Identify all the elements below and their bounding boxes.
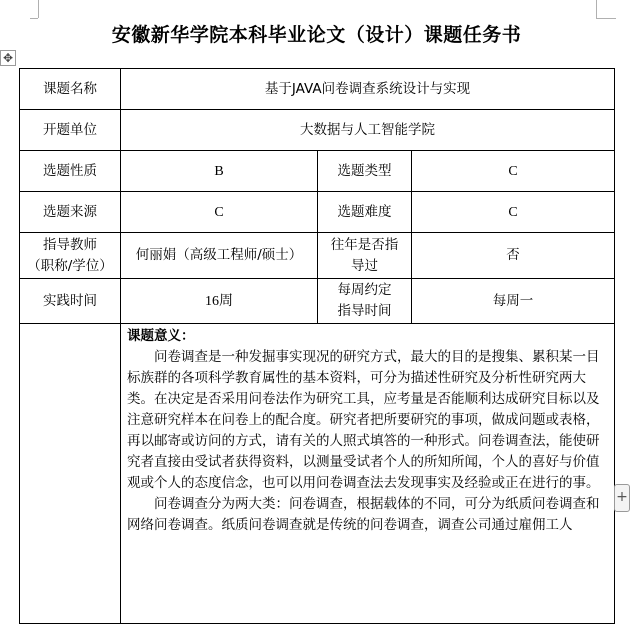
advisor-value[interactable]: 何丽娟（高级工程师/硕士） [121, 233, 318, 279]
weekly-time-label [318, 279, 412, 324]
unit-label: 开题单位 [20, 110, 121, 151]
page-corner-mark [38, 0, 40, 18]
document-title: 安徽新华学院本科毕业论文（设计）课题任务书 [111, 24, 522, 46]
plus-icon: + [616, 489, 628, 505]
empty-label-cell [20, 324, 121, 624]
table-row [20, 151, 615, 192]
previous-advising-value[interactable]: 否 [412, 233, 615, 279]
table-row [20, 324, 615, 624]
significance-heading: 课题意义： [127, 328, 195, 344]
previous-advising-label-line2: 导过 [351, 257, 378, 274]
weekly-time-value[interactable]: 每周一 [412, 279, 615, 324]
move-handle-icon: ✥ [2, 51, 14, 65]
advisor-label-line1: 指导教师 [43, 236, 97, 253]
source-value[interactable]: C [121, 192, 318, 233]
topic-label: 课题名称 [20, 69, 121, 110]
source-label: 选题来源 [20, 192, 121, 233]
difficulty-label: 选题难度 [318, 192, 412, 233]
table-move-handle[interactable] [0, 50, 16, 66]
task-table [19, 68, 615, 624]
previous-advising-label [318, 233, 412, 279]
advisor-label [20, 233, 121, 279]
significance-paragraph-2: 问卷调查分为两大类：问卷调查，根据载体的不同，可分为纸质问卷调查和网络问卷调查。纸质问卷调查就是传统的问卷调查，调查公司通过雇佣工人 [127, 496, 600, 533]
weekly-time-label-line2: 指导时间 [337, 303, 392, 319]
weekly-time-label-line1: 每周约定 [337, 282, 392, 298]
topic-value[interactable]: 基于JAVA问卷调查系统设计与实现 [121, 69, 615, 110]
significance-paragraph-1: 问卷调查是一种发掘事实现况的研究方式，最大的目的是搜集、累积某一目标族群的各项科学教育属性的基本资料，可分为描述性研究及分析性研究两大类。在决定是否采用问卷法作为研究工具，应考量是否能顺利达成研究目标以及注意研究样本在问卷上的配合度。研究者把所要研究的事项，做成问题或表格，再以邮寄或访问的方式，请有关的人照式填答的一种形式。问卷调查法，能使研究者直接由受试者获得资料，以测量受试者个人的所知所闻，个人的喜好与价值观或个人的态度信念，也可以用问卷调查法去发现事实及经验或正在进行的事。 [127, 349, 600, 491]
table-row [20, 279, 615, 324]
add-column-button[interactable] [614, 484, 630, 512]
previous-advising-label-line1: 往年是否指 [330, 236, 399, 253]
unit-value[interactable]: 大数据与人工智能学院 [121, 110, 615, 151]
table-row [20, 192, 615, 233]
practice-value[interactable]: 16周 [121, 279, 318, 324]
table-row [20, 69, 615, 110]
table-row [20, 110, 615, 151]
nature-label: 选题性质 [20, 151, 121, 192]
type-label: 选题类型 [318, 151, 412, 192]
difficulty-value[interactable]: C [412, 192, 615, 233]
type-value[interactable]: C [412, 151, 615, 192]
page-corner-mark [596, 0, 598, 18]
significance-cell[interactable] [121, 324, 615, 624]
nature-value[interactable]: B [121, 151, 318, 192]
table-row [20, 233, 615, 279]
advisor-label-line2: （职称/学位） [27, 257, 113, 274]
practice-label: 实践时间 [20, 279, 121, 324]
